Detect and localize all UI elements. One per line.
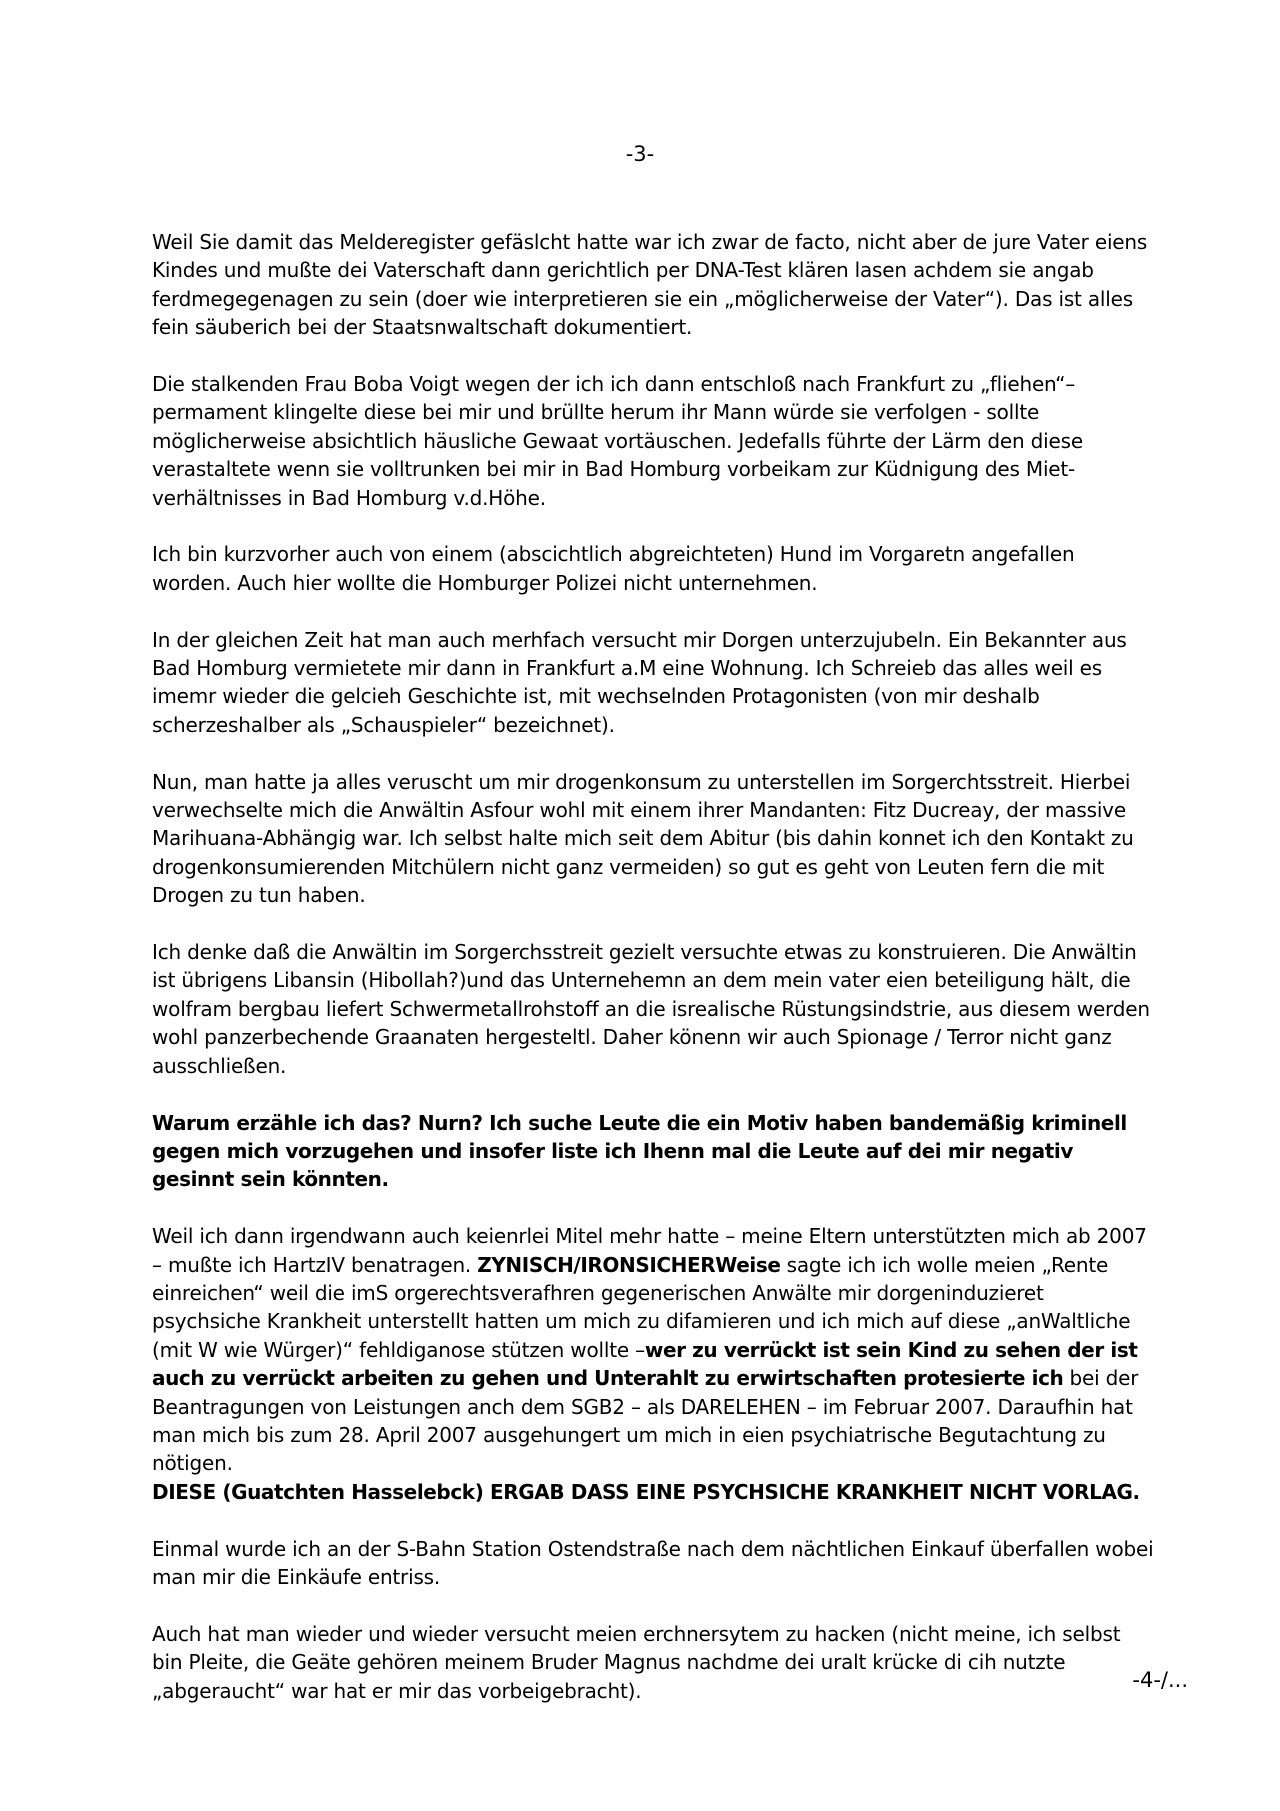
hartz-bold-1: ZYNISCH/IRONSICHERWeise bbox=[477, 1252, 781, 1277]
paragraph-drugs-planted: In der gleichen Zeit hat man auch merhfach versucht mir Dorgen unterzujubeln. Ein Bekannter aus Bad Homburg vermietete mir dann in Frankfurt a.M eine Wohnung. Ich Schreieb das alles weil es imemr wieder die gelcieh Geschichte ist, mit wechselnden Protagonisten (von mir deshalb scherzeshalber als „Schauspieler“ bezeichnet). bbox=[152, 627, 1127, 737]
hartz-bold-2: wer zu verrückt ist sein Kind zu sehen der ist auch zu verrückt arbeiten zu gehen und Unterahlt zu erwirtschaften protesierte ich bbox=[152, 1337, 1138, 1391]
motive-bold-text: Warum erzähle ich das? Nurn? Ich suche Leute die ein Motiv haben bandemäßig kriminell gegen mich vorzugehen und insofer liste ich Ihenn mal die Leute auf dei mir negativ gesinnt sein könnten. bbox=[152, 1110, 1127, 1192]
paragraph-computer: Auch hat man wieder und wieder versucht meien erchnersytem zu hacken (nicht meine, ich selbst bin Pleite, die Geäte gehören meinem Bruder Magnus nachdme dei uralt krücke di cih nutzte „abgeraucht“ war hat er mir das vorbeigebracht). bbox=[152, 1621, 1121, 1703]
paragraph-s-bahn: Einmal wurde ich an der S-Bahn Station Ostendstraße nach dem nächtlichen Einkauf überfallen wobei man mir die Einkäufe entriss. bbox=[152, 1536, 1154, 1589]
paragraph-stalking: Die stalkenden Frau Boba Voigt wegen der ich ich dann entschloß nach Frankfurt zu „fliehen“– permament klingelte diese bei mir und brüllte herum ihr Mann würde sie verfolgen - sollte möglicherweise absichtlich häusliche Gewaat vortäuschen. Jedefalls führte der Lärm den diese verastaltete wenn sie volltrunken bei mir in Bad Homburg vorbeikam zur Küdnigung des Miet-verhältnisses in Bad Homburg v.d.Höhe. bbox=[152, 372, 1083, 510]
paragraph-lawyer: Ich denke daß die Anwältin im Sorgerchsstreit gezielt versuchte etwas zu konstruieren. Die Anwältin ist übrigens Libansin (Hibollah?)und das Unternehemn an dem mein vater eien beteiligung hält, die wolfram bergbau liefert Schwermetallrohstoff an die isrealische Rüstungsindstrie, aus diesem werden wohl panzerbechende Graanaten hergesteltl. Daher könenn wir auch Spionage / Terror nicht ganz ausschließen. bbox=[152, 940, 1150, 1078]
hartz-text-3: bei der Beantragungen von Leistungen anch dem SGB2 – als DARELEHEN – im Februar 2007. Daraufhin hat man mich bis zum 28. April 2007 ausgehungert um mich in eien psychiatrische Begutachtung zu nötigen. bbox=[152, 1366, 1139, 1476]
paragraph-motive bbox=[152, 1109, 1154, 1194]
page-number: -3- bbox=[625, 142, 655, 166]
body-text bbox=[152, 228, 1154, 1733]
continuation-marker: -4-/... bbox=[1132, 1668, 1188, 1692]
hartz-text-2: sagte ich ich wolle meien „Rente einreichen“ weil die imS orgerechtsverafhren gegenerischen Anwälte mir dorgeninduzieret psychsiche Krankheit unterstellt hatten um mich zu difamieren und ich mich auf diese „anWaltliche (mit W wie Würger)“ fehldiganose stützen wollte – bbox=[152, 1252, 1131, 1362]
paragraph-hartz-iv bbox=[152, 1222, 1154, 1506]
hartz-bold-3: DIESE (Guatchten Hasselebck) ERGAB DASS EINE PSYCHSICHE KRANKHEIT NICHT VORLAG. bbox=[152, 1479, 1140, 1504]
paragraph-melderegister: Weil Sie damit das Melderegister gefäslcht hatte war ich zwar de facto, nicht aber de jure Vater eiens Kindes und mußte dei Vaterschaft dann gerichtlich per DNA-Test klären lasen achdem sie angab ferdmegegenagen zu sein (doer wie interpretieren sie ein „möglicherweise der Vater“). Das ist alles fein säuberich bei der Staatsnwaltschaft dokumentiert. bbox=[152, 230, 1148, 340]
hartz-text-1: Weil ich dann irgendwann auch keienrlei Mitel mehr hatte – meine Eltern unterstützten mich ab 2007 – mußte ich HartzIV benatragen. bbox=[152, 1224, 1147, 1277]
paragraph-dog-attack: Ich bin kurzvorher auch von einem (abscichtlich abgreichteten) Hund im Vorgaretn angefallen worden. Auch hier wollte die Homburger Polizei nicht unternehmen. bbox=[152, 542, 1075, 595]
paragraph-custody-dispute: Nun, man hatte ja alles veruscht um mir drogenkonsum zu unterstellen im Sorgerchtsstreit. Hierbei verwechselte mich die Anwältin Asfour wohl mit einem ihrer Mandanten: Fitz Ducreay, der massive Marihuana-Abhängig war. Ich selbst halte mich seit dem Abitur (bis dahin konnet ich den Kontakt zu drogenkonsumierenden Mitchülern nicht ganz vermeiden) so gut es geht von Leuten fern die mit Drogen zu tun haben. bbox=[152, 769, 1134, 908]
